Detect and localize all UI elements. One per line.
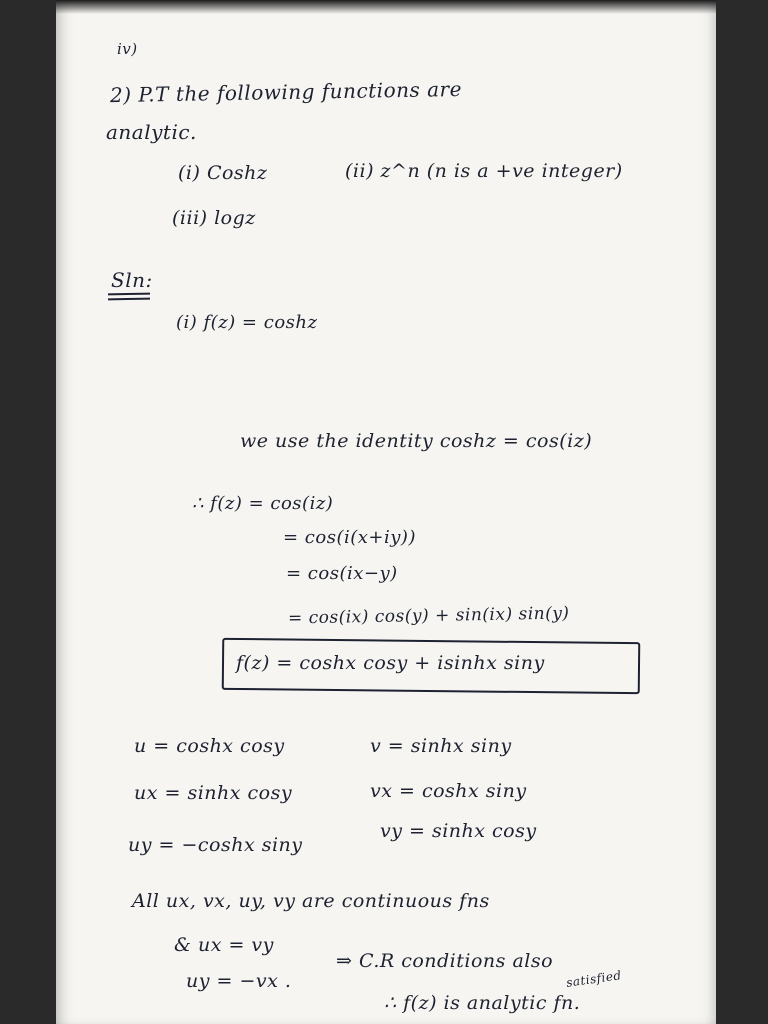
- cr-equation-2: uy = −vx .: [186, 970, 292, 992]
- u-def: u = coshx cosy: [134, 735, 285, 757]
- cr-equation-1: & ux = vy: [174, 934, 274, 956]
- satisfied-note: satisfied: [565, 968, 623, 990]
- solution-label: Sln:: [111, 268, 153, 292]
- item-i: (i) Coshz: [178, 162, 268, 184]
- page-top-shadow: [56, 0, 716, 14]
- item-ii: (ii) z^n (n is a +ve integer): [345, 160, 623, 182]
- ux-def: ux = sinhx cosy: [134, 782, 293, 804]
- item-iii: (iii) logz: [172, 207, 256, 229]
- vx-def: vx = coshx siny: [370, 780, 527, 802]
- problem-statement-cont: analytic.: [106, 120, 197, 144]
- identity-line: we use the identity coshz = cos(iz): [240, 430, 593, 452]
- notebook-page: [56, 0, 716, 1024]
- cr-conditions-statement: ⇒ C.R conditions also: [336, 950, 554, 972]
- part-i-definition: (i) f(z) = coshz: [176, 312, 318, 333]
- continuity-statement: All ux, vx, uy, vy are continuous fns: [132, 890, 490, 912]
- step-3: = cos(ix−y): [286, 563, 398, 584]
- corner-mark: iv): [117, 40, 138, 58]
- step-1: ∴ f(z) = cos(iz): [192, 493, 334, 514]
- conclusion: ∴ f(z) is analytic fn.: [384, 992, 581, 1014]
- uy-def: uy = −coshx siny: [128, 834, 303, 856]
- vy-def: vy = sinhx cosy: [380, 820, 537, 842]
- problem-statement: 2) P.T the following functions are: [109, 76, 463, 108]
- step-4: = cos(ix) cos(y) + sin(ix) sin(y): [287, 603, 570, 629]
- step-2: = cos(i(x+iy)): [283, 527, 416, 548]
- boxed-result: f(z) = coshx cosy + isinhx siny: [236, 652, 545, 674]
- v-def: v = sinhx siny: [370, 735, 512, 757]
